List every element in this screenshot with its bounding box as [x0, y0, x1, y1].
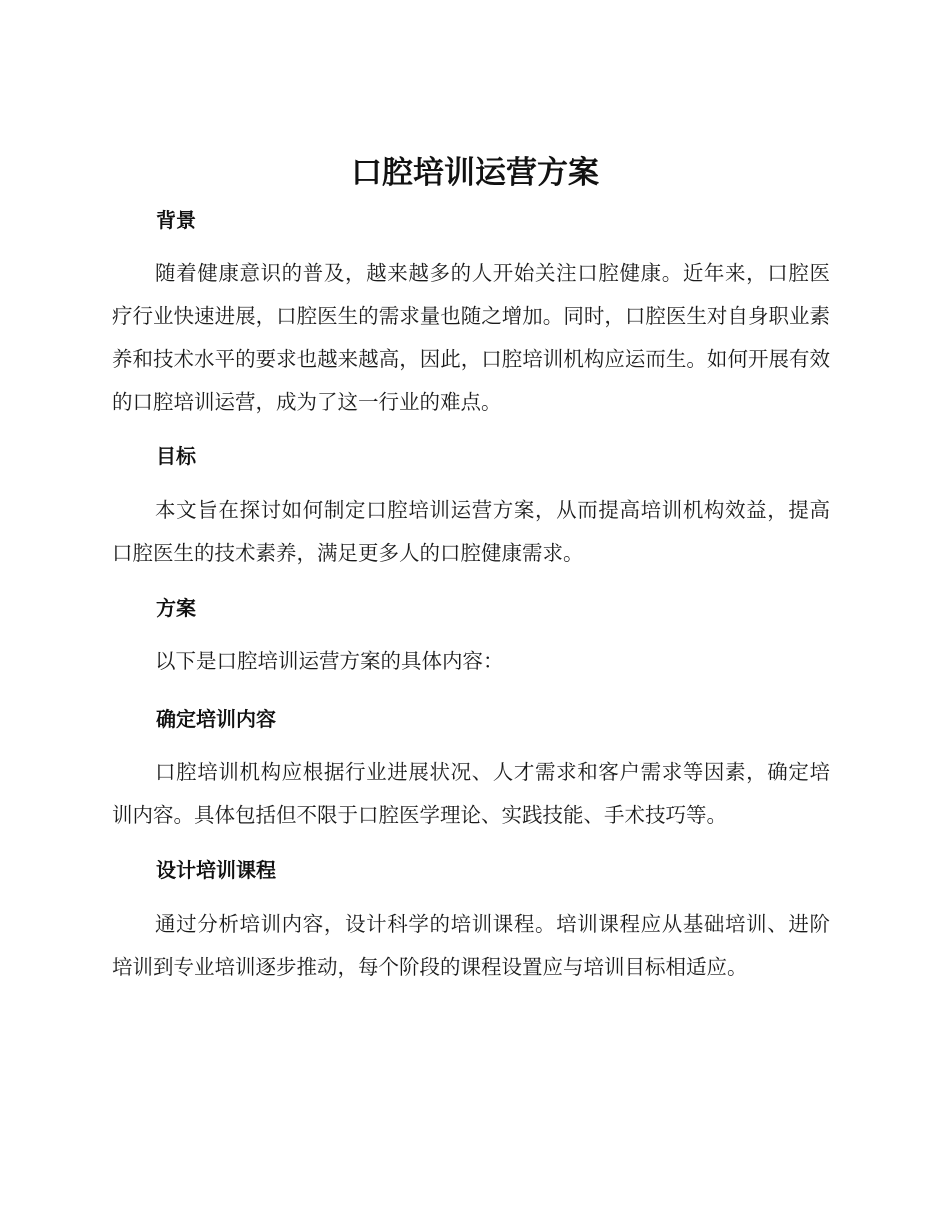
section-heading-training-content: 确定培训内容 [156, 707, 276, 731]
section-paragraph-background: 随着健康意识的普及，越来越多的人开始关注口腔健康。近年来，口腔医疗行业快速进展，口腔医生的需求量也随之增加。同时，口腔医生对自身职业素养和技术水平的要求也越来越高，因此，口腔培训机构应运而生。如何开展有效的口腔培训运营，成为了这一行业的难点。 [112, 261, 830, 414]
section-heading-course-design: 设计培训课程 [156, 858, 276, 882]
section-paragraph-training-content: 口腔培训机构应根据行业进展状况、人才需求和客户需求等因素，确定培训内容。具体包括但不限于口腔医学理论、实践技能、手术技巧等。 [112, 760, 830, 827]
section-paragraph-course-design: 通过分析培训内容，设计科学的培训课程。培训课程应从基础培训、进阶培训到专业培训逐步推动，每个阶段的课程设置应与培训目标相适应。 [112, 912, 830, 979]
document-title: 口腔培训运营方案 [351, 155, 599, 191]
section-heading-goal: 目标 [156, 444, 196, 468]
section-heading-plan: 方案 [156, 596, 196, 620]
section-paragraph-plan: 以下是口腔培训运营方案的具体内容： [155, 649, 504, 673]
section-paragraph-goal: 本文旨在探讨如何制定口腔培训运营方案，从而提高培训机构效益，提高口腔医生的技术素养，满足更多人的口腔健康需求。 [112, 498, 830, 565]
section-heading-background: 背景 [156, 208, 196, 232]
